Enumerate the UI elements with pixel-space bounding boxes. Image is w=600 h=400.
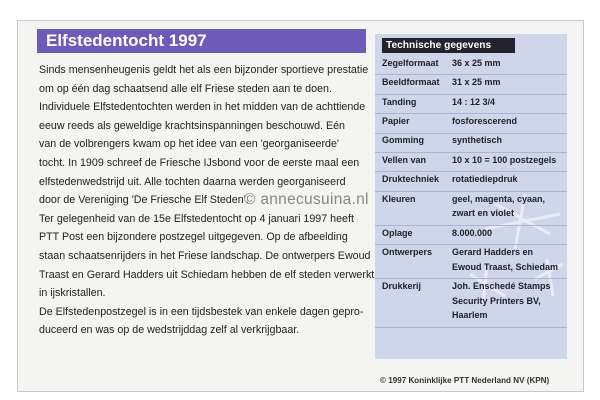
page-title: Elfstedentocht 1997 [37,29,366,53]
body-line: Traast en Gerard Hadders uit Schiedam hebben de elf steden verwerkt [39,268,375,281]
tech-row-value: geel, magenta, cyaan, [452,193,546,204]
tech-row-label: Tanding [382,96,417,107]
tech-row-label: Kleuren [382,193,416,204]
tech-row-value: fosforescerend [452,116,518,127]
body-line: Sinds mensenheugenis geldt het als een bijzonder sportieve prestatie [39,64,369,76]
tech-row-value: 36 x 25 mm [452,57,501,68]
tech-row [375,114,567,132]
body-line: elfstedenwedstrijd uit. Alle tochten daarna werden georganiseerd [39,175,346,188]
tech-row [375,95,567,113]
tech-row-label: Zegelformaat [382,57,439,68]
tech-row-value: Haarlem [452,310,488,321]
copyright-notice: © 1997 Koninklijke PTT Nederland NV (KPN) [380,376,550,385]
tech-row-value: 31 x 25 mm [452,77,501,88]
tech-row-label: Papier [382,116,410,127]
tech-row [375,226,567,244]
body-line: Individuele Elfstedentochten werden in het midden van de achttiende [39,101,366,114]
body-line: van de volbrengers kwam op het idee van een 'georganiseerde' [39,138,339,151]
tech-row [375,172,567,190]
body-line: Ter gelegenheid van de 15e Elfstedentocht op 4 januari 1997 heeft [39,212,354,225]
tech-row-label: Drukkerij [382,281,422,292]
body-line: eeuw reeds als geweldige krachtsinspanningen beschouwd. Eén [39,119,345,132]
body-line: PTT Post een bijzondere postzegel uitgegeven. Op de afbeelding [39,231,348,244]
tech-row-value: 14 : 12 3/4 [452,96,496,107]
watermark: © annecusuina.nl [244,191,369,208]
tech-row [375,134,567,152]
body-line: staan schaatsenrijders in het Friese landschap. De ontwerpers Ewoud [39,249,371,262]
tech-row-value: Ewoud Traast, Schiedam [452,261,559,272]
body-line: tocht. In 1909 schreef de Friesche IJsbond voor de eerste maal een [39,156,360,169]
tech-row-value: 10 x 10 = 100 postzegels [452,154,557,165]
row-divider [375,327,567,328]
tech-row-label: Ontwerpers [382,247,433,258]
tech-row-label: Oplage [382,227,413,238]
tech-row-value: 8.000.000 [452,227,493,238]
tech-row [375,153,567,171]
technical-data-panel [375,34,567,359]
tech-row [375,279,567,327]
technical-data-header: Technische gegevens [382,38,515,53]
tech-row [375,192,567,225]
tech-row-label: Gomming [382,135,424,146]
body-line: in ijskristallen. [39,287,106,300]
tech-row-label: Beeldformaat [382,77,440,88]
body-line: door de Vereniging 'De Friesche Elf Steden'. [39,194,249,207]
tech-row-value: synthetisch [452,135,503,146]
tech-row [375,56,567,74]
tech-row-value: Security Printers BV, [452,295,541,306]
body-line: om op één dag schaatsend alle elf Friese steden aan te doen. [39,82,332,95]
body-line: De Elfstedenpostzegel is in een tijdsbestek van enkele dagen gepro- [39,305,364,318]
tech-row-value: Gerard Hadders en [452,247,534,258]
stamp-info-card [17,20,584,392]
tech-row-label: Druktechniek [382,174,440,185]
tech-row [375,75,567,93]
tech-row-value: Joh. Enschedé Stamps [452,281,551,292]
tech-row-value: rotatiediepdruk [452,174,518,185]
tech-row-value: zwart en violet [452,208,515,219]
tech-row [375,245,567,278]
tech-row-label: Vellen van [382,154,427,165]
body-line: duceerd en was op de wedstrijddag zelf al verkrijgbaar. [39,324,300,337]
